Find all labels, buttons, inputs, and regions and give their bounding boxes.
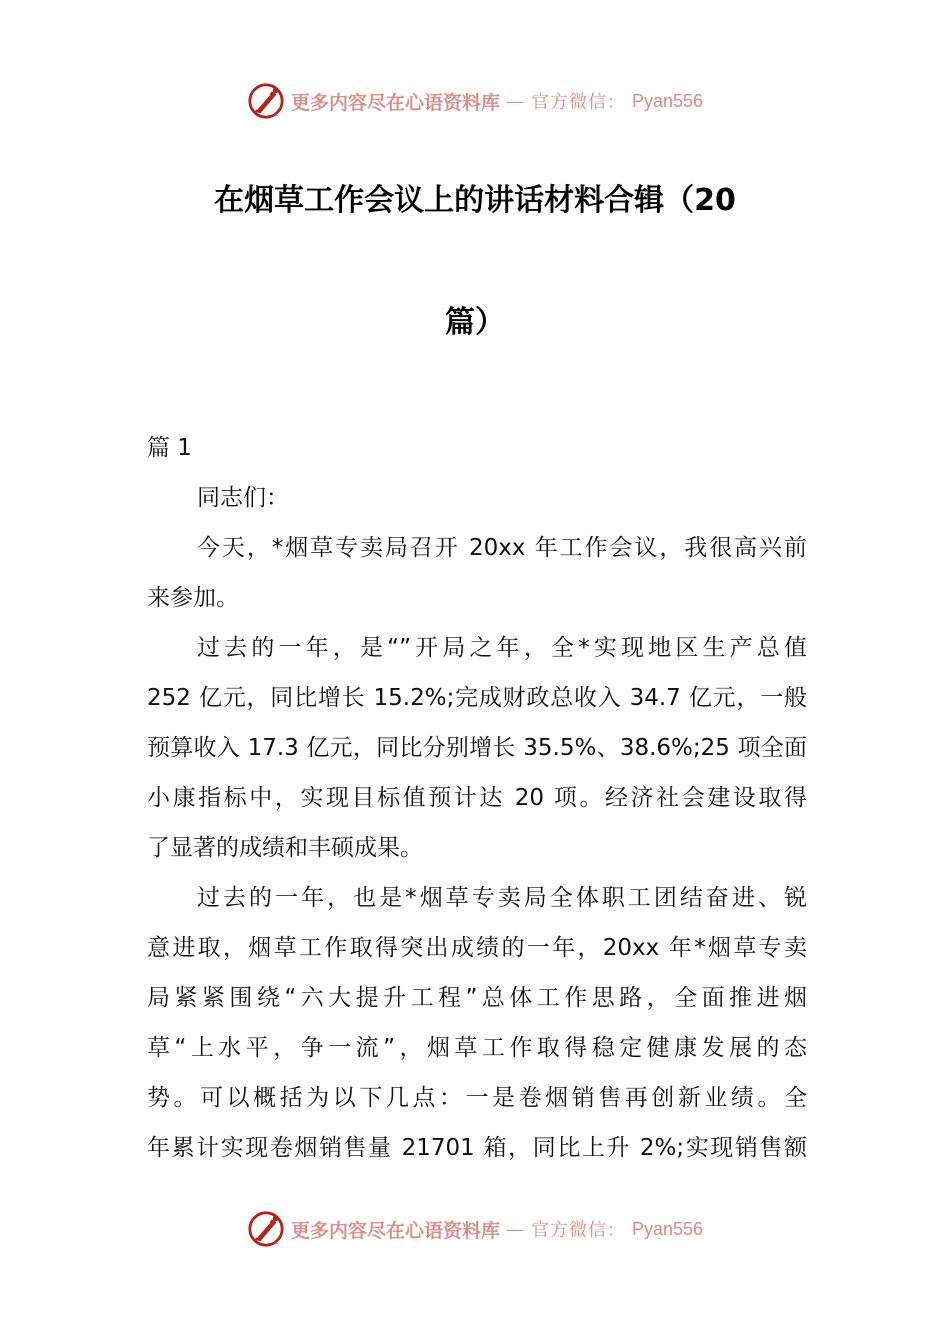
banner-brand-text: 更多内容尽在心语资料库 [290, 1219, 500, 1242]
body-line: 意进取，烟草工作取得突出成绩的一年，20xx 年*烟草专卖 [147, 935, 807, 961]
banner-separator: — [505, 90, 525, 112]
document-title-line-2: 篇） [445, 305, 505, 340]
body-line: 小康指标中，实现目标值预计达 20 项。经济社会建设取得 [147, 785, 807, 811]
footer-banner [0, 1210, 950, 1248]
document-title-line-1: 在烟草工作会议上的讲话材料合辑（20 [214, 183, 736, 218]
body-line: 同志们： [197, 485, 289, 511]
body-line: 过去的一年，也是*烟草专卖局全体职工团结奋进、锐 [197, 885, 807, 911]
banner-wechat-label: 官方微信： [530, 1220, 626, 1241]
body-line: 今天，*烟草专卖局召开 20xx 年工作会议，我很高兴前 [197, 535, 807, 561]
body-line: 草“上水平，争一流”，烟草工作取得稳定健康发展的态 [147, 1035, 807, 1061]
body-line: 势。可以概括为以下几点：一是卷烟销售再创新业绩。全 [147, 1085, 807, 1111]
body-line: 252 亿元，同比增长 15.2%;完成财政总收入 34.7 亿元，一般 [147, 685, 807, 711]
banner-wechat-id: Pyan556 [631, 90, 704, 111]
quill-pen-logo-icon [247, 1210, 285, 1248]
banner-brand-text: 更多内容尽在心语资料库 [290, 91, 500, 114]
body-line: 了显著的成绩和丰硕成果。 [147, 835, 423, 861]
body-line: 预算收入 17.3 亿元，同比分别增长 35.5%、38.6%;25 项全面 [147, 735, 807, 761]
banner-separator: — [505, 1218, 525, 1240]
body-line: 过去的一年，是“”开局之年，全*实现地区生产总值 [197, 635, 807, 661]
body-line: 局紧紧围绕“六大提升工程”总体工作思路，全面推进烟 [147, 985, 807, 1011]
section-label: 篇 1 [147, 435, 192, 461]
header-banner [0, 82, 950, 120]
banner-wechat-label: 官方微信： [530, 92, 626, 113]
body-line: 年累计实现卷烟销售量 21701 箱，同比上升 2%;实现销售额 [147, 1135, 807, 1161]
banner-wechat-id: Pyan556 [631, 1218, 704, 1239]
quill-pen-logo-icon [247, 82, 285, 120]
body-line: 来参加。 [147, 585, 239, 611]
